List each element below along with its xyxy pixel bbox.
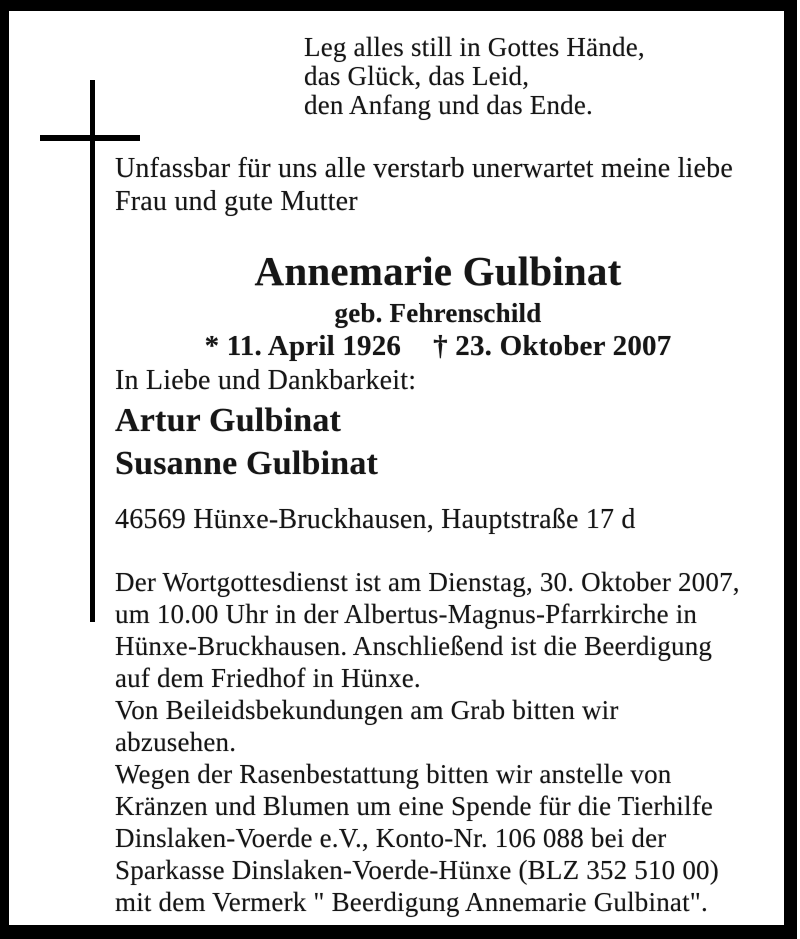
details-line: Der Wortgottesdienst ist am Dienstag, 30. Oktober 2007, <box>115 567 740 597</box>
deceased-name: Annemarie Gulbinat <box>254 248 622 294</box>
details-line: auf dem Friedhof in Hünxe. <box>115 663 421 693</box>
birth-date: * 11. April 1926 <box>204 330 402 362</box>
death-date: † 23. Oktober 2007 <box>433 330 672 362</box>
details-line: abzusehen. <box>115 727 237 757</box>
deceased-maiden-name: geb. Fehrenschild <box>334 298 542 328</box>
life-dates <box>115 330 761 362</box>
details-line: mit dem Vermerk " Beerdigung Annemarie Gulbinat". <box>115 887 708 917</box>
details-line: Von Beileidsbekundungen am Grab bitten wir <box>115 695 619 725</box>
details-line: Sparkasse Dinslaken-Voerde-Hünxe (BLZ 352 510 00) <box>115 855 719 885</box>
details-line: Dinslaken-Voerde e.V., Konto-Nr. 106 088 bei der <box>115 823 667 853</box>
deceased-block <box>115 248 761 362</box>
cross-vertical-bar <box>90 80 95 622</box>
mourner-name: Artur Gulbinat <box>115 402 342 439</box>
details-line: um 10.00 Uhr in der Albertus-Magnus-Pfarrkirche in <box>115 599 698 629</box>
service-details <box>115 566 740 918</box>
intro-text <box>115 152 733 218</box>
address-line: 46569 Hünxe-Bruckhausen, Hauptstraße 17 d <box>115 504 636 535</box>
cross-horizontal-bar <box>40 135 140 141</box>
intro-line: Frau und gute Mutter <box>115 186 358 217</box>
mourner-name: Susanne Gulbinat <box>115 445 379 482</box>
details-line: Hünxe-Bruckhausen. Anschließend ist die Beerdigung <box>115 631 713 661</box>
epigraph-line: Leg alles still in Gottes Hände, <box>304 32 645 62</box>
epigraph <box>304 33 645 120</box>
epigraph-line: den Anfang und das Ende. <box>304 90 593 120</box>
details-line: Kränzen und Blumen um eine Spende für die Tierhilfe <box>115 791 714 821</box>
epigraph-line: das Glück, das Leid, <box>304 61 530 91</box>
mourners-names <box>115 399 378 485</box>
intro-line: Unfassbar für uns alle verstarb unerwartet meine liebe <box>115 153 733 184</box>
mourners-lead-in: In Liebe und Dankbarkeit: <box>115 365 417 396</box>
details-line: Wegen der Rasenbestattung bitten wir anstelle von <box>115 759 672 789</box>
